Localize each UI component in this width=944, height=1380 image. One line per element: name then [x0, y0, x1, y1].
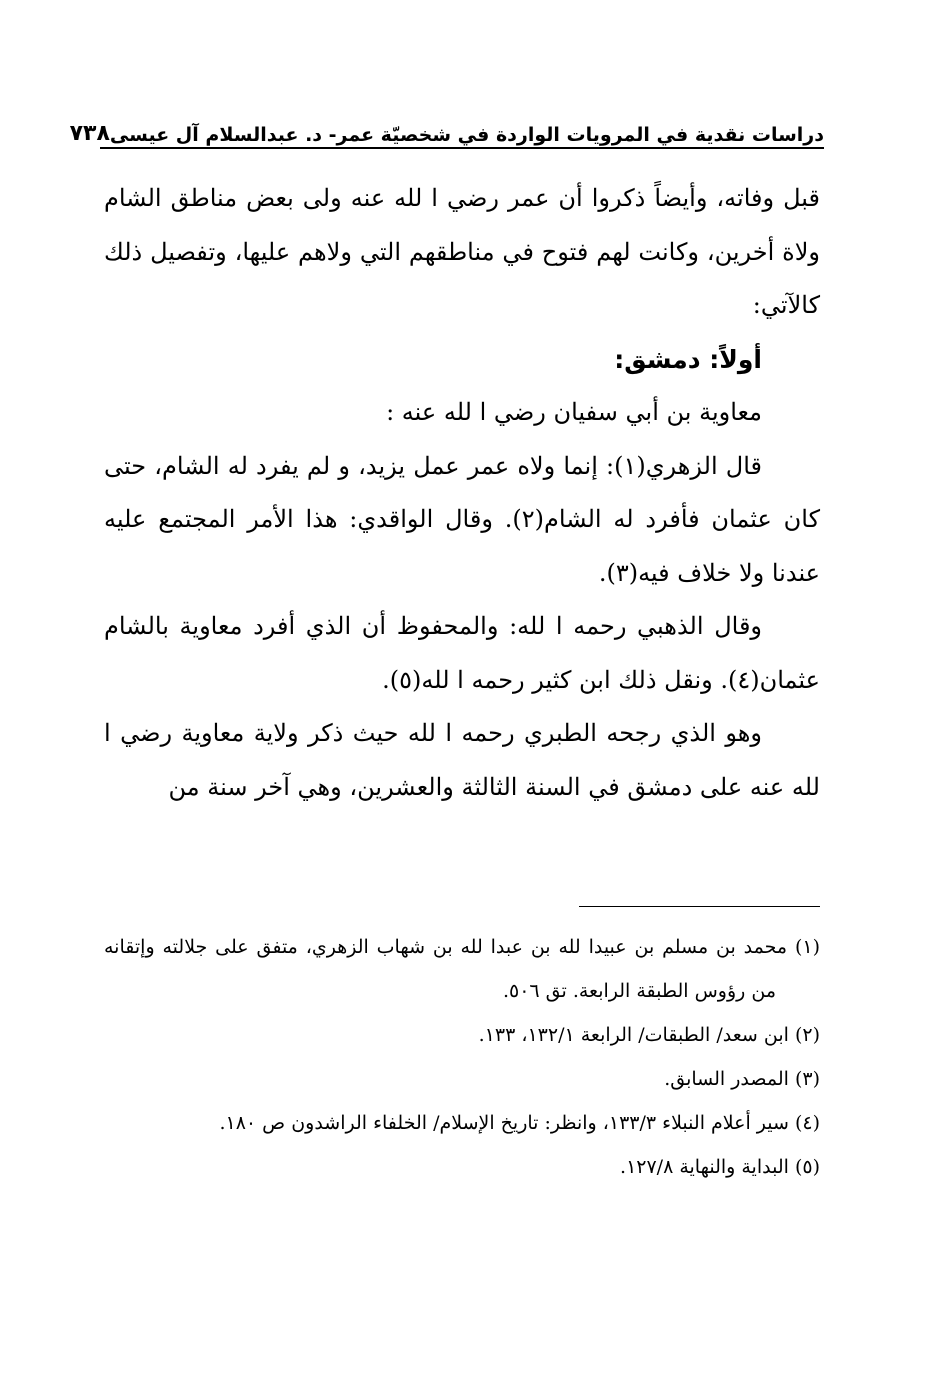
paragraph-dhahabi: وقال الذهبي رحمه ا لله: والمحفوظ أن الذي أفرد معاوية بالشام عثمان(٤). ونقل ذلك ابن كثير رحمه ا لله(٥).	[104, 612, 820, 694]
footnote-item: (٢) ابن سعد/ الطبقات/ الرابعة ١٣٢/١، ١٣٣.	[478, 1024, 820, 1046]
page-number: ٧٣٨	[69, 121, 110, 146]
paragraph-subject: معاوية بن أبي سفيان رضي ا لله عنه :	[386, 398, 762, 426]
paragraph-zuhri: قال الزهري(١): إنما ولاه عمر عمل يزيد، و لم يفرد له الشام، حتى كان عثمان فأفرد له الشام(٢). وقال الواقدي: هذا الأمر المجتمع عليه عندنا ولا خلاف فيه(٣).	[104, 451, 821, 587]
paragraph-tabari: وهو الذي رجحه الطبري رحمه ا لله حيث ذكر ولاية معاوية رضي ا لله عنه على دمشق في السنة الثالثة والعشرين، وهي آخر سنة من	[104, 719, 820, 801]
running-header	[69, 112, 824, 146]
main-text	[104, 172, 820, 814]
footnote-item: (١) محمد بن مسلم بن عبيدا لله بن عبدا لله بن شهاب الزهري، متفق على جلالته وإتقانه من رؤوس الطبقة الرابعة. تق ٥٠٦.	[104, 936, 820, 1002]
section-heading: أولاً: دمشق:	[614, 344, 762, 374]
footnote-item: (٥) البداية والنهاية ١٢٧/٨.	[620, 1156, 820, 1178]
header-title: دراسات نقدية في المرويات الواردة في شخصيّة عمر- د. عبدالسلام آل عيسى	[109, 124, 824, 146]
footnotes	[104, 925, 820, 1189]
header-rule	[100, 147, 824, 149]
paragraph-intro: قبل وفاته، وأيضاً ذكروا أن عمر رضي ا لله عنه ولى بعض مناطق الشام ولاة أخرين، وكانت لهم فتوح في مناطقهم التي ولاهم عليها، وتفصيل ذلك كالآتي:	[104, 184, 820, 319]
footnote-item: (٣) المصدر السابق.	[664, 1068, 820, 1090]
footnote-separator	[579, 906, 820, 907]
footnote-item: (٤) سير أعلام النبلاء ١٣٣/٣، وانظر: تاريخ الإسلام/ الخلفاء الراشدون ص ١٨٠.	[219, 1112, 820, 1134]
